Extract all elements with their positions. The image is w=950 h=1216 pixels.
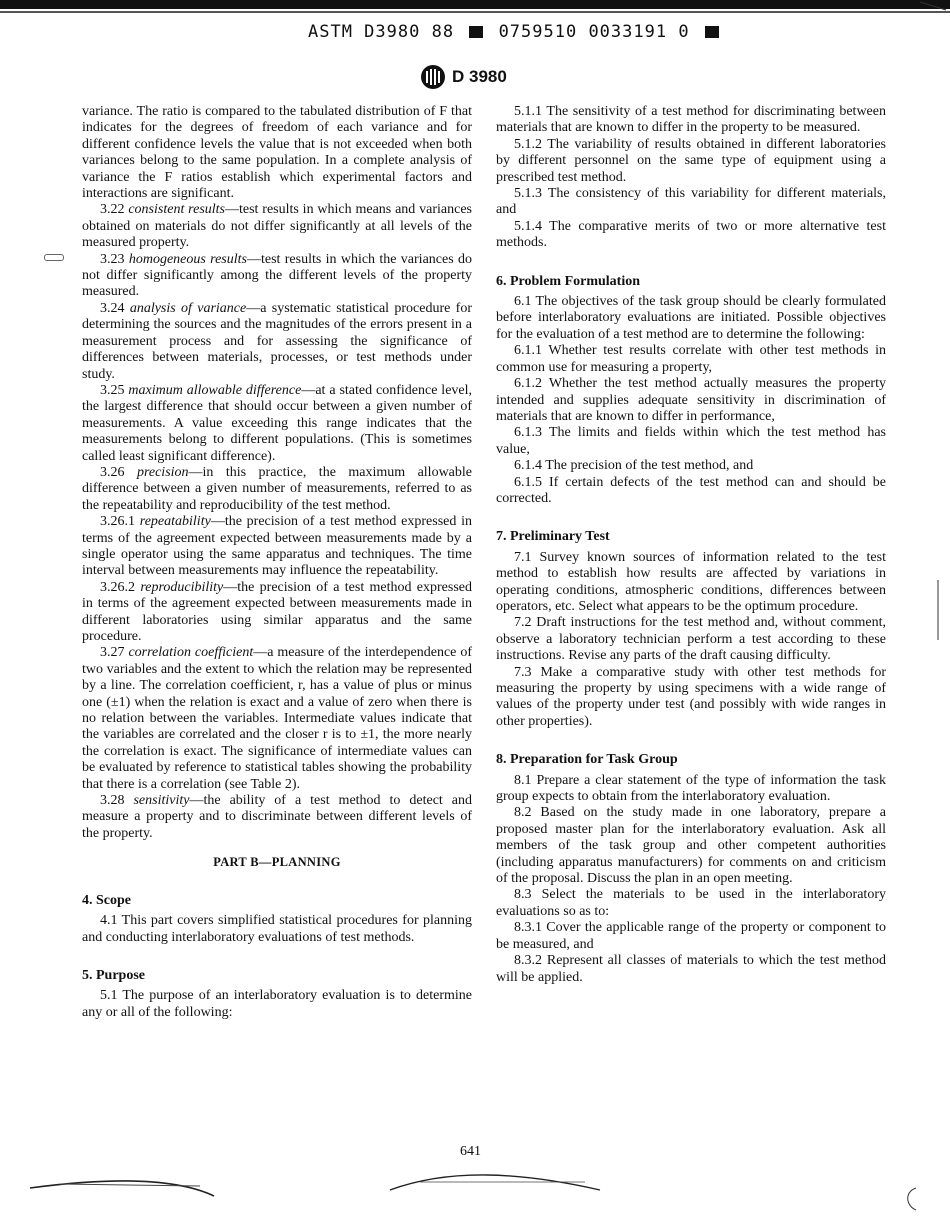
paragraph-8-3-1: 8.3.1 Cover the applicable range of the property or component to be measured, and — [496, 920, 886, 952]
term-sensitivity: sensitivity — [133, 793, 190, 809]
astm-logo-icon — [420, 64, 446, 90]
section-heading-purpose: 5. Purpose — [82, 967, 145, 983]
scan-top-rule — [0, 11, 950, 13]
document-code-part2: 0759510 0033191 0 — [498, 22, 690, 42]
definition-3-23: 3.23 homogeneous results—test results in which the variances do not differ significantly among the different levels of the property measured. — [82, 251, 472, 300]
paragraph-5-1-2: 5.1.2 The variability of results obtained in different laboratories by different personnel on the same type of equipment using a prescribed test method. — [496, 136, 886, 185]
paragraph-5-1-3: 5.1.3 The consistency of this variability for different materials, and — [496, 186, 886, 218]
designation-label: D 3980 — [452, 67, 507, 86]
paragraph-8-3-2: 8.3.2 Represent all classes of materials to which the test method will be applied. — [496, 953, 886, 985]
paragraph-8-2: 8.2 Based on the study made in one laboratory, prepare a proposed master plan for the interlaboratory evaluation. Ask all members of the task group and other competent authorities (including apparatus manufacturers) for comments on and criticism of the proposal. Discuss the plan in an open meeting. — [496, 805, 886, 887]
margin-scan-mark — [44, 254, 64, 261]
term-homogeneous-results: homogeneous results — [128, 251, 247, 267]
term-repeatability: repeatability — [139, 514, 211, 530]
paragraph-8-3: 8.3 Select the materials to be used in the interlaboratory evaluations so as to: — [496, 887, 886, 919]
term-reproducibility: reproducibility — [140, 579, 224, 595]
term-analysis-of-variance: analysis of variance — [129, 300, 247, 316]
paragraph-6-1-4: 6.1.4 The precision of the test method, and — [514, 458, 754, 474]
barcode-block-2 — [705, 26, 719, 38]
definition-3-28: 3.28 sensitivity—the ability of a test method to detect and measure a property and to discriminate between different levels of the property. — [82, 793, 473, 841]
paragraph-8-1: 8.1 Prepare a clear statement of the type of information the task group expects to obtain from the interlaboratory evaluation. — [496, 772, 886, 805]
right-column — [496, 104, 886, 986]
section-heading-preparation-task-group: 8. Preparation for Task Group — [496, 752, 678, 768]
paragraph-6-1-3: 6.1.3 The limits and fields within which the test method has value, — [496, 425, 886, 457]
paragraph-6-1-1: 6.1.1 Whether test results correlate with other test methods in common use for measuring a property, — [496, 343, 886, 375]
definition-3-26-1: 3.26.1 repeatability—the precision of a test method expressed in terms of the agreement expected between measurements made by a single operator using the same apparatus and techniques. The time interval between measurements may influence the repeatability. — [82, 514, 473, 579]
page-number: 641 — [460, 1144, 481, 1159]
section-heading-preliminary-test: 7. Preliminary Test — [496, 529, 610, 545]
term-consistent-results: consistent results — [128, 202, 225, 218]
document-code-part1: ASTM D3980 88 — [308, 22, 455, 42]
paragraph-6-1-5: 6.1.5 If certain defects of the test method can and should be corrected. — [496, 474, 886, 506]
paragraph-7-1: 7.1 Survey known sources of information related to the test method to establish how results are affected by variations in operating conditions, atmospheric conditions, differences between operators, etc. Select what appears to be the optimum procedure. — [496, 549, 886, 614]
paragraph-variance-cont: variance. The ratio is compared to the tabulated distribution of F that indicates for the degrees of freedom of each variance and for different confidence levels the value that is not exceeded when both variances belong to the same population. In a complete analysis of variance the F ratios establish which experimental factors and interactions are significant. — [82, 104, 472, 202]
document-code-header — [308, 22, 723, 42]
paragraph-7-2: 7.2 Draft instructions for the test method and, without comment, observe a laboratory technician perform a test according to these instructions. Revise any parts of the draft causing difficulty. — [496, 615, 886, 664]
paragraph-5-1-4: 5.1.4 The comparative merits of two or more alternative test methods. — [496, 218, 886, 251]
term-correlation-coefficient: correlation coefficient — [128, 645, 254, 661]
scan-top-bar — [0, 0, 950, 9]
definition-3-26: 3.26 precision—in this practice, the maximum allowable difference between a given number of measurements, referred to as the repeatability and reproducibility of the test method. — [82, 464, 472, 513]
designation-header — [420, 64, 507, 90]
paragraph-4-1: 4.1 This part covers simplified statistical procedures for planning and conducting interlaboratory evaluations of test methods. — [82, 913, 472, 945]
term-maximum-allowable-difference: maximum allowable difference — [128, 382, 302, 398]
definition-3-25: 3.25 maximum allowable difference—at a stated confidence level, the largest difference that should occur between a given number of measurements. A value exceeding this range indicates that the measurements belong to different populations. (This is sometimes called least significant difference). — [82, 382, 473, 464]
paragraph-5-1-1: 5.1.1 The sensitivity of a test method for discriminating between materials that are known to differ in the property to be measured. — [496, 104, 886, 136]
definition-3-24: 3.24 analysis of variance—a systematic statistical procedure for determining the sources and the magnitudes of the errors present in a measurement process and for assessing the significance of differences between materials, processes, or test methods under study. — [82, 300, 472, 382]
left-column — [82, 104, 472, 1021]
barcode-block-1 — [469, 26, 483, 38]
section-heading-problem-formulation: 6. Problem Formulation — [496, 273, 641, 289]
definition-3-27: 3.27 correlation coefficient—a measure of the interdependence of two variables and the extent to which the relation may be represented by a line. The correlation coefficient, r, has a value of plus or minus one (±1) when the relation is exact and a value of zero when there is no relation between the variables. Intermediate values indicate that the variables are correlated and the closer r is to ±1, the more nearly the correlation is exact. The significance of intermediate values can be evaluated by reference to statistical tables showing the probability that there is a correlation (see Table 2). — [82, 645, 473, 792]
section-heading-scope: 4. Scope — [82, 892, 131, 908]
term-precision: precision — [136, 464, 189, 480]
definition-3-22: 3.22 consistent results—test results in which means and variances obtained on materials do not differ significantly at all levels of the measured property. — [82, 202, 472, 251]
definition-3-26-2: 3.26.2 reproducibility—the precision of a test method expressed in terms of the agreement expected between measurements made in different laboratories using similar apparatus and the same procedure. — [82, 579, 473, 644]
paragraph-6-1-2: 6.1.2 Whether the test method actually measures the property intended and supplies adequate sensitivity in discrimination of materials that are known to differ in performance, — [496, 376, 886, 424]
paragraph-7-3: 7.3 Make a comparative study with other test methods for measuring the property by using specimens with a wide range of values of the property under test (and possibly with wide ranges in other properties). — [496, 664, 886, 729]
paragraph-6-1: 6.1 The objectives of the task group should be clearly formulated before interlaboratory evaluations are initiated. Possible objectives for the evaluation of a test method are to determine the following: — [496, 294, 886, 342]
paragraph-5-1: 5.1 The purpose of an interlaboratory evaluation is to determine any or all of the following: — [82, 988, 472, 1020]
part-b-title: PART B—PLANNING — [213, 855, 341, 870]
